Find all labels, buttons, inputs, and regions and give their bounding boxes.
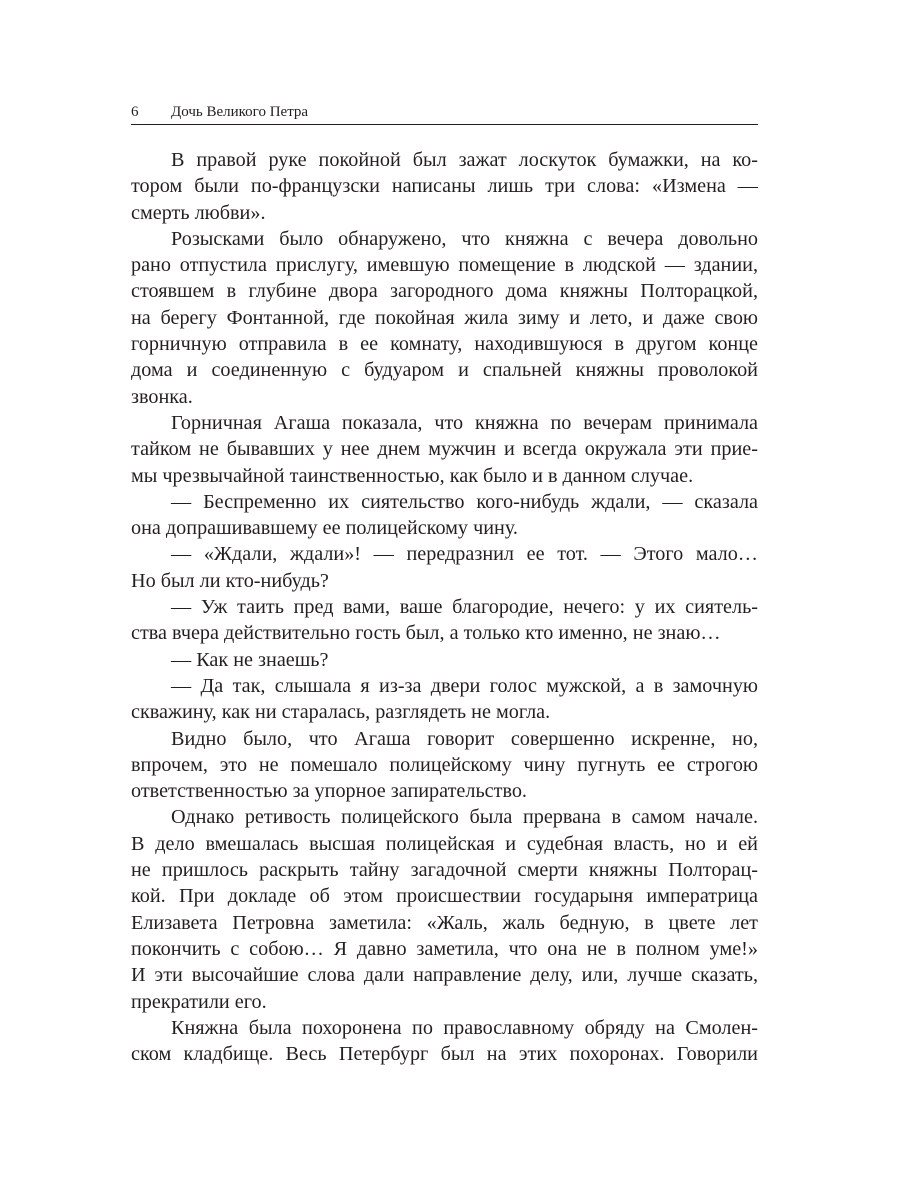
- paragraph: [131, 673, 758, 726]
- text-line: Однако ретивость полицейского была прервана в самом начале.: [171, 806, 758, 829]
- text-line: В правой руке покойной был зажат лоскуток бумажки, на ко-: [171, 149, 758, 171]
- text-line: Елизавета Петровна заметила: «Жаль, жаль бедную, в цвете лет: [131, 911, 758, 934]
- text-line: прекратили его.: [131, 990, 267, 1013]
- text-line: рано отпустила прислугу, имевшую помещение в людской — здании,: [131, 254, 758, 277]
- text-line: не пришлось раскрыть тайну загадочной смерти княжны Полторац-: [131, 859, 758, 882]
- paragraph: [131, 647, 758, 673]
- book-title: Дочь Великого Петра: [171, 104, 309, 120]
- paragraph: [131, 804, 758, 1014]
- text-line: на берегу Фонтанной, где покойная жила зиму и лето, и даже свою: [131, 306, 758, 329]
- running-head: [131, 100, 758, 124]
- paragraph: [131, 410, 758, 489]
- text-line: горничную отправила в ее комнату, находившуюся в другом конце: [131, 333, 758, 356]
- paragraph: [131, 489, 758, 542]
- text-line: она допрашивавшему ее полицейскому чину.: [131, 517, 518, 540]
- text-line: тором были по-французски написаны лишь три слова: «Измена —: [131, 175, 758, 198]
- text-line: мы чрезвычайной таинственностью, как было и в данном случае.: [131, 464, 694, 487]
- paragraph: [131, 226, 758, 410]
- page-number: 6: [131, 104, 139, 120]
- text-line: Княжна была похоронена по православному обряду на Смолен-: [171, 1016, 758, 1039]
- text-line: ства вчера действительно гость был, а только кто именно, не знаю…: [131, 622, 721, 645]
- text-line: — Да так, слышала я из-за двери голос мужской, а в замочную: [171, 674, 758, 697]
- paragraph: [131, 541, 758, 594]
- text-line: Горничная Агаша показала, что княжна по вечерам принимала: [171, 411, 758, 434]
- text-line: — Беспременно их сиятельство кого-нибудь ждали, — сказала: [171, 490, 758, 513]
- text-line: Но был ли кто-нибудь?: [131, 569, 329, 592]
- text-line: смерть любви».: [131, 201, 266, 224]
- text-line: покончить с собою… Я давно заметила, что она не в полном уме!»: [131, 937, 758, 960]
- paragraph: [131, 594, 758, 647]
- text-line: стоявшем в глубине двора загородного дома княжны Полторацкой,: [131, 280, 758, 303]
- text-line: Видно было, что Агаша говорит совершенно искренне, но,: [171, 727, 758, 750]
- header-rule: [131, 124, 758, 125]
- text-line: звонка.: [131, 385, 193, 408]
- text-line: — Как не знаешь?: [171, 648, 329, 671]
- text-body: [131, 147, 758, 1067]
- paragraph: [131, 1015, 758, 1068]
- text-line: Розысками было обнаружено, что княжна с вечера довольно: [171, 227, 758, 250]
- text-line: дома и соединенную с будуаром и спальней княжны проволокой: [131, 359, 758, 382]
- text-line: впрочем, это не помешало полицейскому чину пугнуть ее строгою: [131, 753, 758, 776]
- paragraph: [131, 147, 758, 226]
- text-line: ответственностью за упорное запирательство.: [131, 780, 527, 803]
- text-line: кой. При докладе об этом происшествии государыня императрица: [131, 885, 758, 908]
- text-line: И эти высочайшие слова дали направление делу, или, лучше сказать,: [131, 964, 758, 987]
- text-line: ском кладбище. Весь Петербург был на этих похоронах. Говорили: [131, 1043, 758, 1066]
- text-line: — «Ждали, ждали»! — передразнил ее тот. — Этого мало…: [171, 543, 758, 566]
- paragraph: [131, 726, 758, 805]
- text-line: скважину, как ни старалась, разглядеть не могла.: [131, 701, 551, 724]
- text-line: тайком не бывавших у нее днем мужчин и всегда окружала эти прие-: [131, 438, 758, 461]
- text-line: — Уж таить пред вами, ваше благородие, нечего: у их сиятель-: [171, 596, 758, 619]
- text-line: В дело вмешалась высшая полицейская и судебная власть, но и ей: [131, 832, 758, 855]
